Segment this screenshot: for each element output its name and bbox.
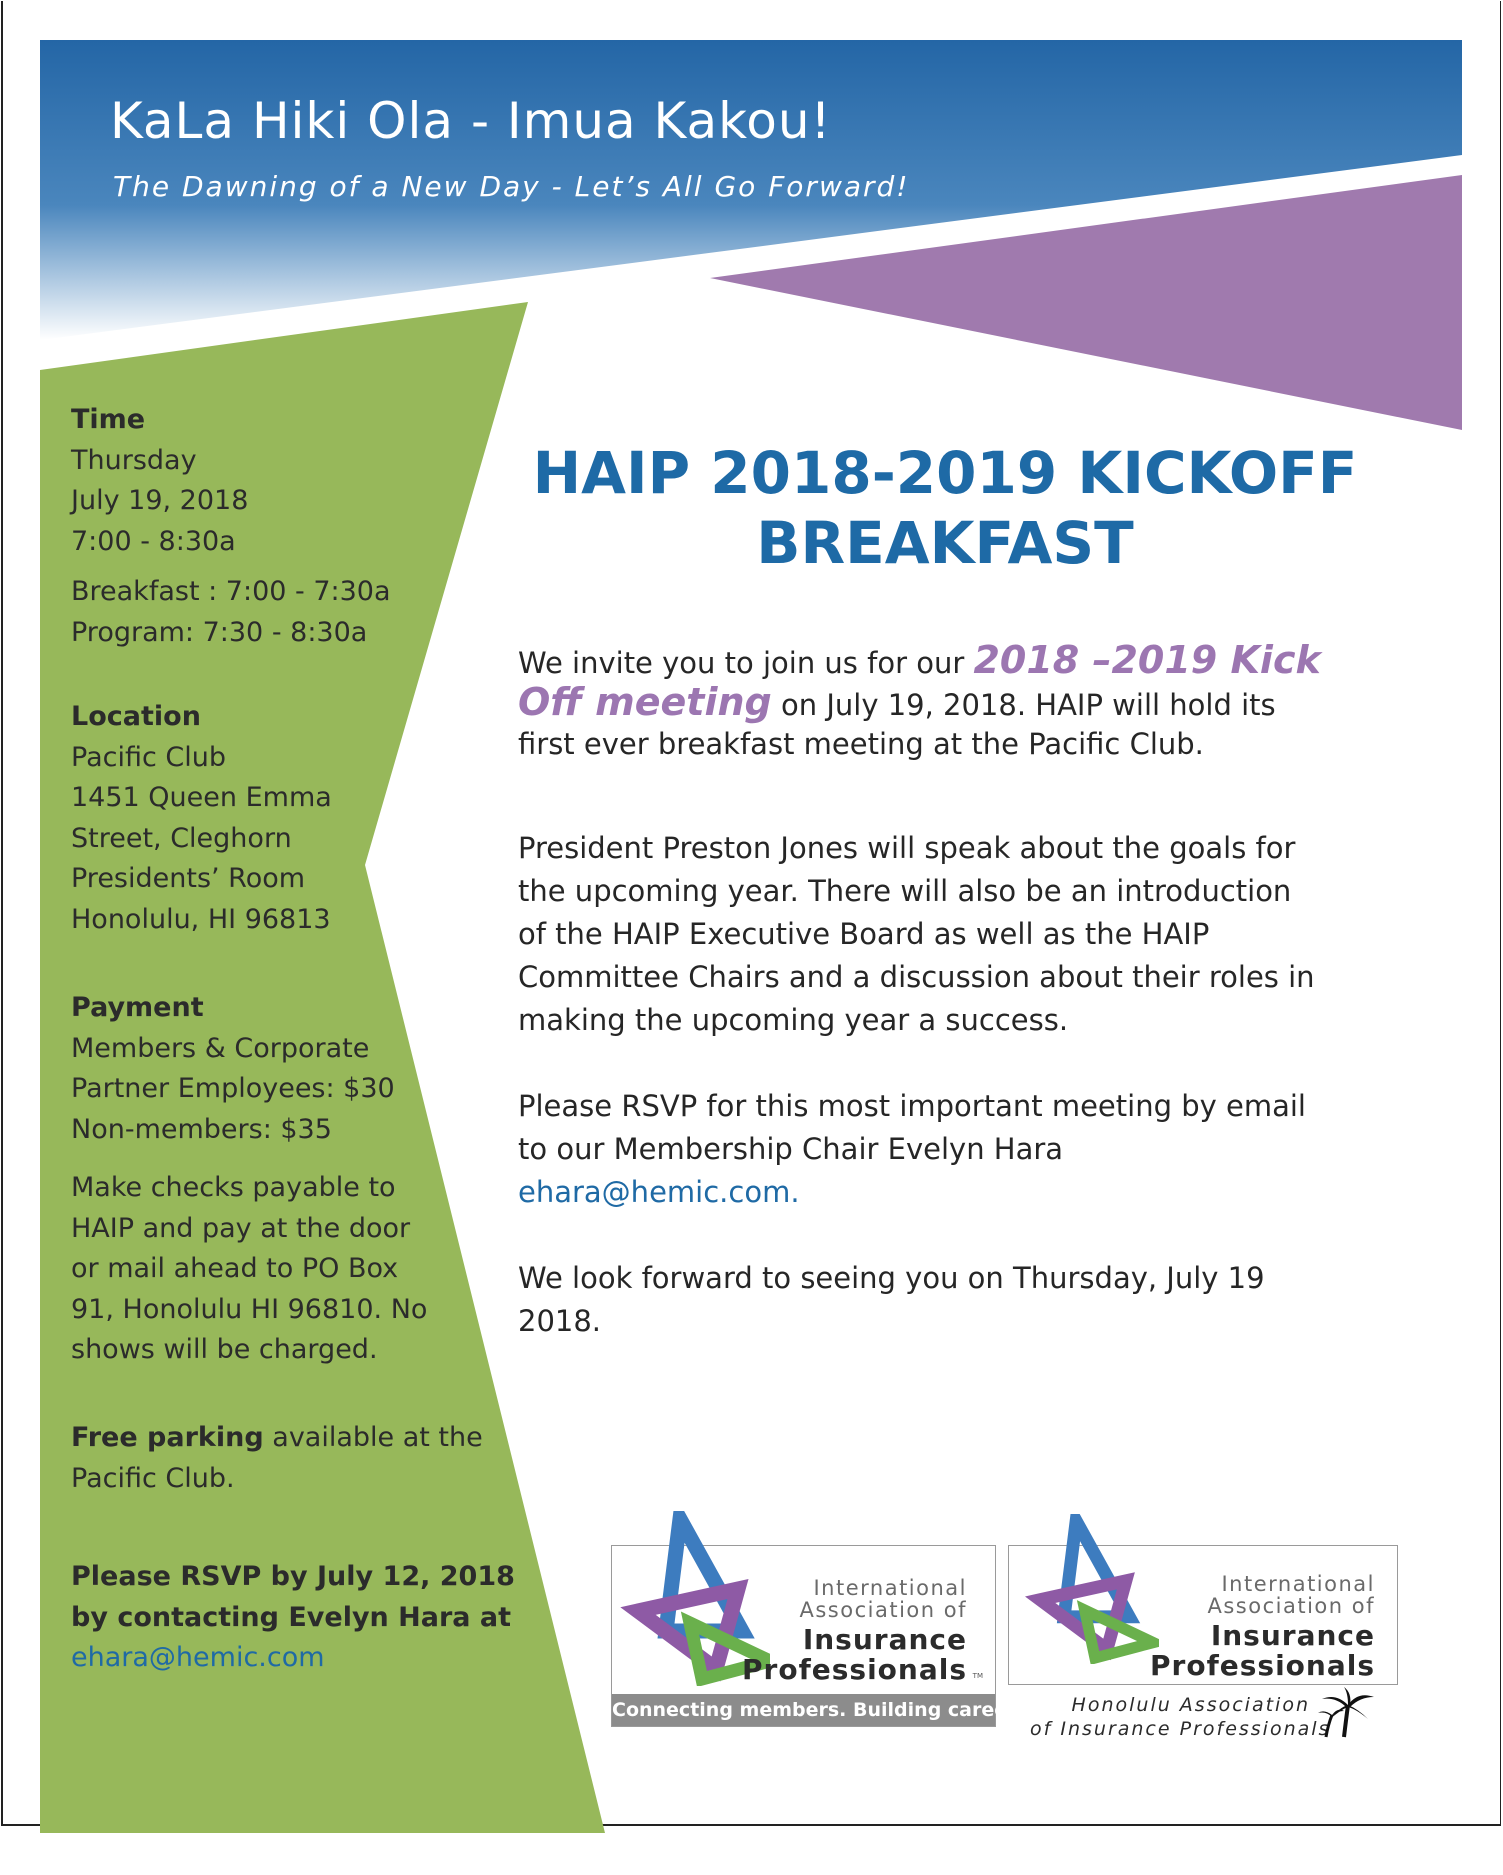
time-date: July 19, 2018 (71, 485, 249, 516)
location-line: Street, Cleghorn (71, 822, 292, 854)
invite-emphasis-1: 2018 –2019 Kick (973, 638, 1321, 682)
rsvp-email-link[interactable]: ehara@hemic.com (71, 1642, 325, 1673)
banner-subtitle: The Dawning of a New Day - Let’s All Go Forward! (113, 170, 910, 203)
paragraph-invite (518, 639, 1321, 766)
payment-heading: Payment (71, 992, 204, 1023)
location-heading: Location (71, 701, 201, 732)
location-line: Pacific Club (71, 741, 226, 773)
sidebar-location-block (71, 697, 332, 940)
body-line: President Preston Jones will speak about the goals for (518, 831, 1296, 865)
paragraph-president (518, 827, 1315, 1042)
logo-line: Insurance (802, 1623, 967, 1656)
payment-line: Members & Corporate (71, 1032, 370, 1064)
invite-text: We invite you to join us for our (518, 646, 974, 680)
checks-line: Make checks payable to (71, 1172, 396, 1203)
iaip-logo-text (742, 1577, 967, 1685)
body-line: 2018. (518, 1304, 602, 1338)
iaip-tagline: Connecting members. Building careers. (612, 1694, 995, 1726)
checks-line: HAIP and pay at the door (71, 1212, 411, 1244)
location-line: Honolulu, HI 96813 (71, 903, 331, 935)
time-heading: Time (71, 404, 146, 435)
location-line: Presidents’ Room (71, 863, 306, 894)
body-line: Committee Chairs and a discussion about their roles in (518, 960, 1315, 994)
checks-line: 91, Honolulu HI 96810. No (71, 1293, 428, 1325)
caption-line: of Insurance Professionals (1030, 1718, 1331, 1740)
iaip-logo (611, 1545, 1036, 1727)
parking-bold: Free parking (71, 1422, 264, 1453)
sidebar-payment-block (71, 988, 395, 1150)
banner-title: KaLa Hiki Ola - Imua Kakou! (110, 92, 832, 150)
haip-logo (1008, 1545, 1398, 1685)
paragraph-closing (518, 1257, 1265, 1343)
body-line: of the HAIP Executive Board as well as the HAIP (518, 917, 1210, 951)
logo-line: Insurance (1210, 1619, 1375, 1652)
triangle-mark-icon (1019, 1514, 1159, 1664)
logo-line: Association of (1207, 1594, 1375, 1618)
body-line: the upcoming year. There will also be an introduction (518, 874, 1292, 908)
body-line: Please RSVP for this most important meeting by email (518, 1089, 1306, 1123)
payment-line: Partner Employees: $30 (71, 1073, 395, 1104)
heading-line1: HAIP 2018-2019 KICKOFF (532, 439, 1358, 507)
schedule-breakfast: Breakfast : 7:00 - 7:30a (71, 576, 391, 607)
time-range: 7:00 - 8:30a (71, 525, 236, 557)
checks-line: or mail ahead to PO Box (71, 1253, 399, 1284)
time-day: Thursday (71, 444, 197, 476)
invite-emphasis-2: Off meeting (518, 680, 772, 724)
body-line: We look forward to seeing you on Thursday, July 19 (518, 1261, 1265, 1295)
sidebar-time-block (71, 400, 391, 653)
location-line: 1451 Queen Emma (71, 782, 332, 813)
paragraph-rsvp (518, 1085, 1306, 1214)
logo-line: Association of (799, 1598, 967, 1622)
invite-text-2: on July 19, 2018. HAIP will hold its (771, 688, 1276, 722)
parking-rest: available at the (263, 1422, 483, 1453)
sidebar-rsvp-block (71, 1557, 515, 1679)
caption-line: Honolulu Association (1071, 1694, 1310, 1716)
payment-line: Non-members: $35 (71, 1113, 332, 1145)
invite-text-3: first ever breakfast meeting at the Pacific Club. (518, 727, 1204, 761)
sidebar-parking-block (71, 1418, 483, 1499)
main-heading (505, 438, 1385, 578)
heading-line2: BREAKFAST (756, 509, 1134, 577)
logo-line: Professionals (742, 1653, 967, 1686)
logo-line: International (813, 1576, 967, 1600)
body-line: making the upcoming year a success. (518, 1003, 1069, 1037)
logo-line: International (1221, 1572, 1375, 1596)
body-line: to our Membership Chair Evelyn Hara (518, 1132, 1064, 1166)
sidebar-checks-block (71, 1168, 427, 1371)
checks-line: shows will be charged. (71, 1334, 378, 1365)
palm-tree-icon (1318, 1685, 1378, 1740)
parking-line2: Pacific Club. (71, 1462, 235, 1494)
rsvp-line: Please RSVP by July 12, 2018 (71, 1561, 515, 1592)
logo-line: Professionals (1150, 1649, 1375, 1682)
trademark: TM (972, 1672, 983, 1680)
rsvp-email-link-main[interactable]: ehara@hemic.com. (518, 1175, 800, 1209)
rsvp-line: by contacting Evelyn Hara at (71, 1601, 512, 1633)
haip-caption (1030, 1693, 1331, 1741)
haip-logo-text (1150, 1573, 1375, 1681)
schedule-program: Program: 7:30 - 8:30a (71, 616, 368, 648)
